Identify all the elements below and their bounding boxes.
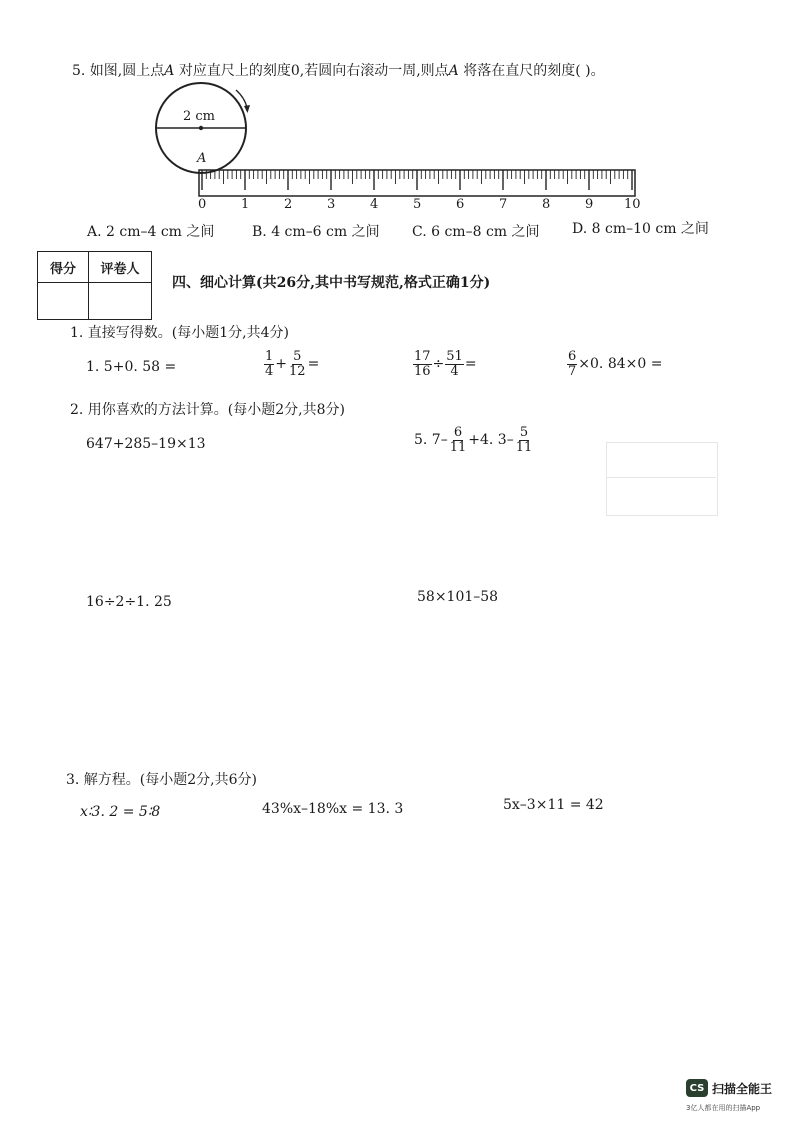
circle-ruler-figure [150,82,650,212]
sub3-title: 3. 解方程。(每小题2分,共6分) [66,772,257,788]
sub1-item1: 1. 5+0. 58 = [86,359,177,375]
q5-option-d: D. 8 cm–10 cm 之间 [572,221,709,237]
ruler [199,170,635,196]
grader-header: 评卷人 [89,252,152,283]
cs-logo-icon: CS [686,1079,708,1097]
sub3-item3: 5x–3×11 = 42 [503,797,604,813]
sub2-item1: 647+285–19×13 [86,436,206,452]
watermark-tagline: 3亿人都在用的扫描App [686,1104,761,1112]
ruler-tick-label: 5 [413,197,422,212]
faint-scan-box [606,442,718,516]
section4-title: 四、细心计算(共26分,其中书写规范,格式正确1分) [172,275,491,291]
q5-option-b: B. 4 cm–6 cm 之间 [252,224,380,240]
score-table [37,251,152,320]
watermark-name: 扫描全能王 [712,1081,773,1096]
q5-option-a: A. 2 cm–4 cm 之间 [87,224,215,240]
ruler-tick-label: 10 [624,197,641,212]
ruler-tick-label: 0 [198,197,207,212]
faint-scan-line [606,477,716,478]
circle-center [199,126,203,130]
roll-direction-arrow [236,90,247,108]
scanner-watermark [686,1079,772,1097]
sub1-title: 1. 直接写得数。(每小题1分,共4分) [70,325,289,341]
score-header: 得分 [38,252,89,283]
ruler-tick-label: 4 [370,197,379,212]
ruler-tick-label: 2 [284,197,293,212]
score-cell[interactable] [38,283,89,320]
diameter-label: 2 cm [183,109,216,124]
ruler-tick-label: 8 [542,197,551,212]
sub1-item3: $\frac{17}{16}$ ÷ $\frac{51}{4}$ = [414,349,477,379]
ruler-tick-label: 1 [241,197,250,212]
ruler-tick-label: 3 [327,197,336,212]
q5-stem: 5. 如图,圆上点A 对应直尺上的刻度0,若圆向右滚动一周,则点A 将落在直尺的刻度( )。 [72,63,605,79]
ruler-tick-label: 9 [585,197,594,212]
sub2-item2: 5. 7– $\frac{6}{11}$ +4. 3– $\frac{5}{11}$ [414,425,533,455]
sub1-item2: $\frac{1}{4}$ + $\frac{5}{12}$ = [265,349,320,379]
ruler-tick-label: 6 [456,197,465,212]
sub1-item4: $\frac{6}{7}$ ×0. 84×0 = [568,349,663,379]
sub2-item4: 58×101–58 [417,589,499,605]
ruler-tick-label: 7 [499,197,508,212]
sub2-item3: 16÷2÷1. 25 [86,594,172,610]
sub3-item1: x∶3. 2 = 5∶8 [80,804,161,820]
q5-option-c: C. 6 cm–8 cm 之间 [412,224,540,240]
sub3-item2: 43%x–18%x = 13. 3 [262,801,404,817]
point-a-label: A [197,151,207,166]
sub2-title: 2. 用你喜欢的方法计算。(每小题2分,共8分) [70,402,345,418]
grader-cell[interactable] [89,283,152,320]
